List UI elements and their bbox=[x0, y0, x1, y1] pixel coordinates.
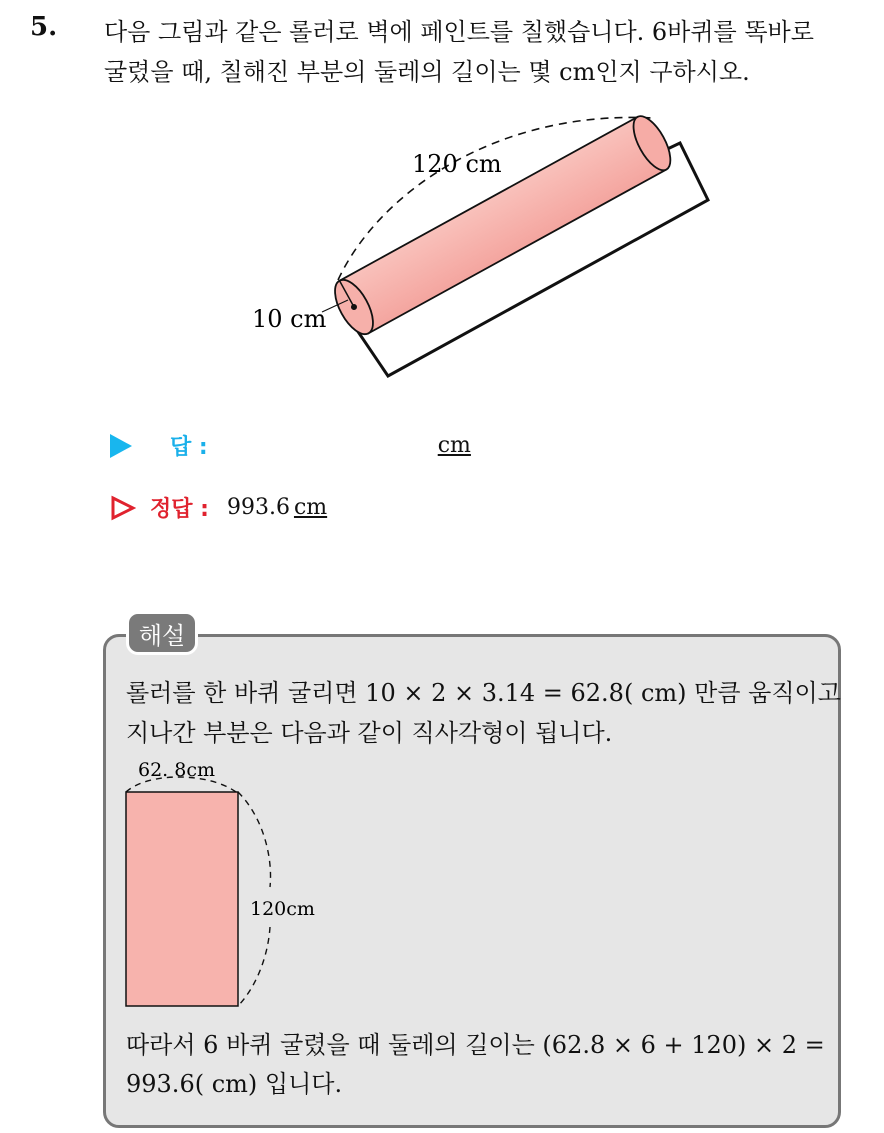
explanation-line4: 993.6( cm) 입니다. bbox=[126, 1070, 343, 1098]
height-label: 120cm bbox=[250, 898, 315, 920]
roller-figure bbox=[230, 100, 730, 390]
answer-unit: cm bbox=[437, 433, 471, 458]
answer-row bbox=[110, 430, 471, 461]
question-text-line1: 다음 그림과 같은 롤러로 벽에 페인트를 칠했습니다. 6바퀴를 똑바로 bbox=[104, 18, 814, 46]
correct-answer-label: 정답 : bbox=[150, 497, 209, 522]
explanation-line1: 롤러를 한 바퀴 굴리면 10 × 2 × 3.14 = 62.8( cm) 만큼 움직이고 bbox=[126, 679, 841, 707]
painted-rectangle bbox=[126, 792, 238, 1006]
answer-label: 답 : bbox=[170, 435, 208, 460]
roller-body bbox=[340, 117, 667, 333]
rectangle-figure bbox=[118, 752, 348, 1014]
outline-triangle-icon bbox=[110, 495, 136, 521]
question-number: 5. bbox=[30, 12, 58, 42]
correct-answer-row bbox=[110, 492, 327, 523]
width-label: 62. 8cm bbox=[138, 759, 216, 781]
play-triangle-icon bbox=[110, 434, 132, 458]
radius-label: 10 cm bbox=[252, 305, 327, 333]
height-dashed-arc-bottom bbox=[238, 927, 270, 1006]
height-dashed-arc-top bbox=[238, 792, 271, 887]
explanation-badge: 해설 bbox=[126, 611, 198, 655]
length-label: 120 cm bbox=[412, 150, 502, 178]
correct-answer-unit: cm bbox=[293, 495, 328, 520]
explanation-line2: 지나간 부분은 다음과 같이 직사각형이 됩니다. bbox=[126, 719, 613, 747]
correct-answer-value: 993.6 bbox=[226, 495, 290, 520]
explanation-line3: 따라서 6 바퀴 굴렸을 때 둘레의 길이는 (62.8 × 6 + 120) × 2 = bbox=[126, 1031, 825, 1059]
question-text-line2: 굴렸을 때, 칠해진 부분의 둘레의 길이는 몇 cm인지 구하시오. bbox=[104, 58, 750, 86]
